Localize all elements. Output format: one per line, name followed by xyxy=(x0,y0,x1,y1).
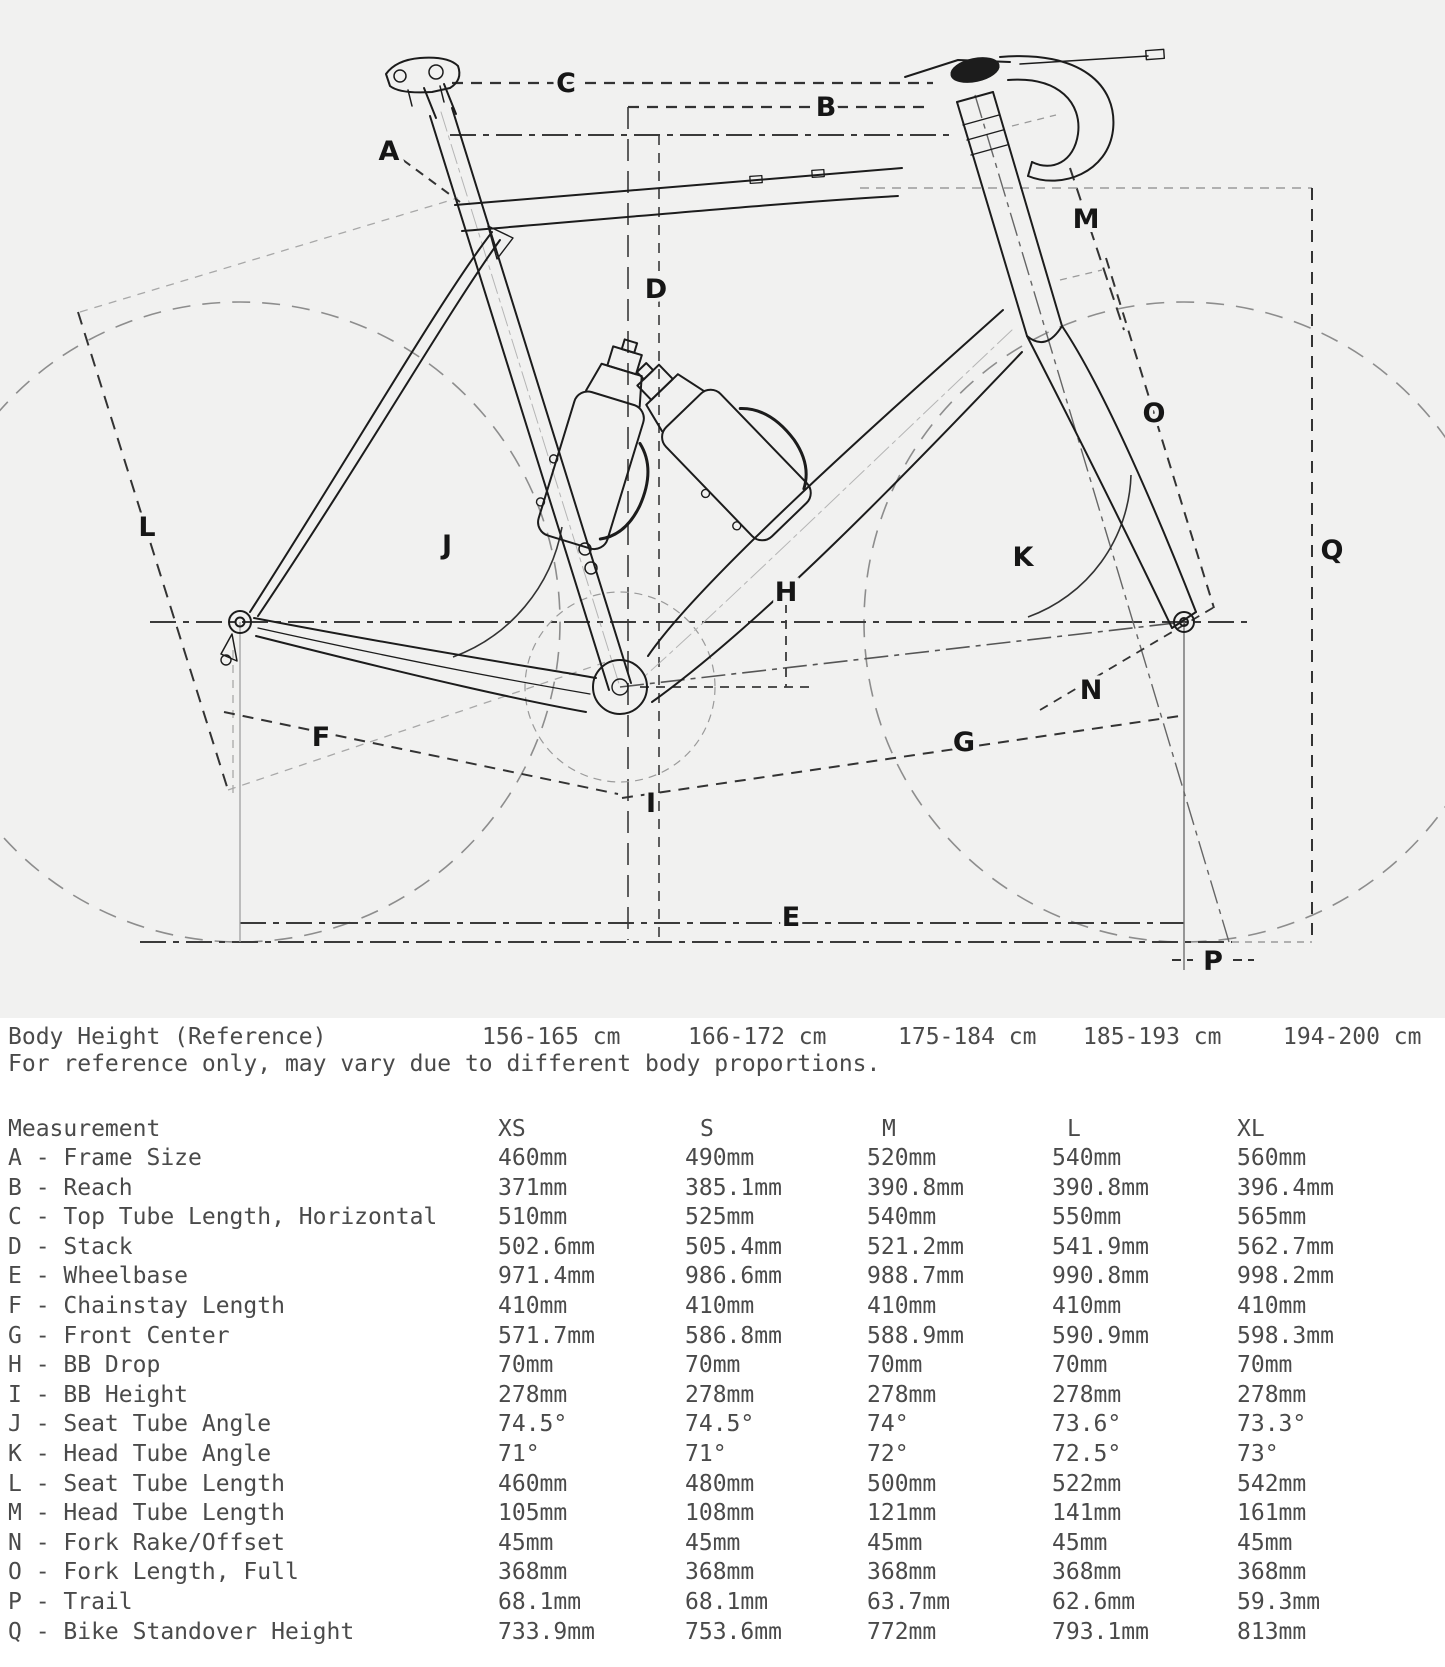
measurement-value: 733.9mm xyxy=(498,1618,595,1645)
table-row xyxy=(0,1143,1445,1173)
size-header-s: S xyxy=(700,1116,714,1142)
diagram-letter-q: Q xyxy=(1320,535,1344,566)
frame-outline xyxy=(221,49,1196,714)
measurement-value: 72.5° xyxy=(1052,1441,1122,1467)
measurement-value: 541.9mm xyxy=(1052,1233,1149,1260)
measurement-label: H - BB Drop xyxy=(8,1352,161,1379)
measurement-value: 72° xyxy=(867,1441,909,1467)
measurement-value: 410mm xyxy=(498,1293,568,1319)
measurement-value: 278mm xyxy=(1237,1381,1307,1408)
measurement-value: 396.4mm xyxy=(1237,1174,1334,1201)
body-height-range: 185-193 cm xyxy=(1083,1024,1222,1050)
body-height-range: 175-184 cm xyxy=(898,1024,1037,1050)
table-row xyxy=(0,1439,1445,1469)
diagram-letter-j: J xyxy=(441,530,453,561)
measurement-value: 505.4mm xyxy=(685,1233,782,1260)
measurement-label: K - Head Tube Angle xyxy=(8,1441,272,1467)
measurement-label: C - Top Tube Length, Horizontal xyxy=(8,1204,438,1231)
measurement-value: 74.5° xyxy=(685,1411,755,1438)
measurement-label: I - BB Height xyxy=(8,1381,189,1408)
measurement-value: 368mm xyxy=(1237,1559,1307,1586)
body-height-range: 166-172 cm xyxy=(688,1024,827,1050)
diagram-letter-b: B xyxy=(815,92,837,123)
measurement-value: 73.3° xyxy=(1237,1411,1307,1438)
table-row xyxy=(0,1528,1445,1558)
diagram-letter-e: E xyxy=(781,902,801,933)
diagram-letter-i: I xyxy=(645,788,657,819)
measurement-label: F - Chainstay Length xyxy=(8,1293,285,1319)
measurement-value: 278mm xyxy=(498,1381,568,1408)
table-row xyxy=(0,1173,1445,1203)
measurement-value: 502.6mm xyxy=(498,1233,595,1260)
measurement-value: 371mm xyxy=(498,1174,568,1201)
measurement-label: J - Seat Tube Angle xyxy=(8,1411,272,1438)
body-height-range: 194-200 cm xyxy=(1283,1024,1422,1050)
table-row xyxy=(0,1498,1445,1528)
body-height-range: 156-165 cm xyxy=(482,1024,621,1050)
body-height-label: Body Height (Reference) xyxy=(8,1024,327,1050)
measurement-label: L - Seat Tube Length xyxy=(8,1470,285,1497)
measurement-value: 998.2mm xyxy=(1237,1263,1334,1290)
measurement-value: 753.6mm xyxy=(685,1618,782,1645)
measurement-value: 590.9mm xyxy=(1052,1322,1149,1349)
table-row xyxy=(0,1291,1445,1321)
measurement-value: 70mm xyxy=(1052,1352,1108,1379)
measurement-value: 70mm xyxy=(498,1352,554,1379)
measurement-value: 550mm xyxy=(1052,1204,1122,1231)
measurement-value: 278mm xyxy=(1052,1381,1122,1408)
measurement-value: 772mm xyxy=(867,1618,937,1645)
measurement-value: 278mm xyxy=(685,1381,755,1408)
measurement-value: 390.8mm xyxy=(1052,1174,1149,1201)
measurement-value: 385.1mm xyxy=(685,1174,782,1201)
measurement-label: B - Reach xyxy=(8,1174,133,1201)
measurement-value: 45mm xyxy=(1237,1529,1293,1556)
measurement-value: 70mm xyxy=(867,1352,923,1379)
size-header-l: L xyxy=(1067,1116,1081,1142)
table-row xyxy=(0,1587,1445,1617)
measurement-value: 278mm xyxy=(867,1381,937,1408)
table-row xyxy=(0,1380,1445,1410)
measurement-value: 990.8mm xyxy=(1052,1263,1149,1290)
measurement-value: 540mm xyxy=(867,1204,937,1231)
measurement-label: G - Front Center xyxy=(8,1322,230,1349)
measurement-value: 586.8mm xyxy=(685,1322,782,1349)
measurement-label: M - Head Tube Length xyxy=(8,1500,285,1527)
measurement-value: 45mm xyxy=(685,1529,741,1556)
table-row xyxy=(0,1557,1445,1587)
table-row xyxy=(0,1469,1445,1499)
measurement-value: 971.4mm xyxy=(498,1263,595,1290)
measurement-value: 121mm xyxy=(867,1500,937,1527)
diagram-letter-f: F xyxy=(311,722,331,753)
diagram-letter-p: P xyxy=(1203,946,1223,977)
size-header-xl: XL xyxy=(1237,1116,1265,1142)
measurement-value: 68.1mm xyxy=(685,1589,769,1615)
measurement-value: 571.7mm xyxy=(498,1322,595,1349)
measurement-value: 105mm xyxy=(498,1500,568,1527)
size-header-xs: XS xyxy=(498,1116,526,1142)
measurement-value: 560mm xyxy=(1237,1145,1307,1171)
measurement-value: 62.6mm xyxy=(1052,1589,1136,1615)
diagram-letter-m: M xyxy=(1072,204,1100,235)
measurement-value: 565mm xyxy=(1237,1204,1307,1231)
measurement-value: 500mm xyxy=(867,1470,937,1497)
diagram-letter-g: G xyxy=(952,727,976,758)
measurement-value: 588.9mm xyxy=(867,1322,964,1349)
measurement-value: 45mm xyxy=(1052,1529,1108,1556)
measurement-value: 542mm xyxy=(1237,1470,1307,1497)
measurement-value: 525mm xyxy=(685,1204,755,1231)
measurement-value: 71° xyxy=(685,1441,727,1467)
measurement-value: 988.7mm xyxy=(867,1263,964,1290)
table-row xyxy=(0,1261,1445,1291)
measurement-value: 460mm xyxy=(498,1470,568,1497)
diagram-letter-c: C xyxy=(556,68,576,99)
measurement-value: 540mm xyxy=(1052,1145,1122,1171)
measurement-value: 74° xyxy=(867,1411,909,1438)
measurement-label: D - Stack xyxy=(8,1233,133,1260)
measurement-value: 410mm xyxy=(867,1293,937,1319)
measurement-value: 45mm xyxy=(498,1529,554,1556)
measurement-value: 70mm xyxy=(1237,1352,1293,1379)
table-row xyxy=(0,1202,1445,1232)
measurement-label: Q - Bike Standover Height xyxy=(8,1618,355,1645)
measurement-value: 368mm xyxy=(1052,1559,1122,1586)
measurement-value: 108mm xyxy=(685,1500,755,1527)
measurement-label: P - Trail xyxy=(8,1589,133,1615)
table-row xyxy=(0,1617,1445,1647)
measurement-value: 813mm xyxy=(1237,1618,1307,1645)
table-row xyxy=(0,1409,1445,1439)
measurement-value: 522mm xyxy=(1052,1470,1122,1497)
diagram-letter-d: D xyxy=(644,274,668,305)
measurement-header: Measurement xyxy=(8,1116,161,1142)
down-tube-bottle xyxy=(609,326,832,552)
size-header-m: M xyxy=(882,1116,896,1142)
measurement-label: A - Frame Size xyxy=(8,1145,202,1171)
measurement-value: 410mm xyxy=(1237,1293,1307,1319)
diagram-letter-l: L xyxy=(138,512,156,543)
measurement-label: N - Fork Rake/Offset xyxy=(8,1529,285,1556)
measurement-value: 68.1mm xyxy=(498,1589,582,1615)
measurement-value: 490mm xyxy=(685,1145,755,1171)
diagram-letter-a: A xyxy=(378,136,400,167)
measurement-value: 74.5° xyxy=(498,1411,568,1438)
table-row xyxy=(0,1232,1445,1262)
measurement-label: E - Wheelbase xyxy=(8,1263,189,1290)
measurement-value: 141mm xyxy=(1052,1500,1122,1527)
measurement-value: 368mm xyxy=(498,1559,568,1586)
diagram-letter-o: O xyxy=(1142,398,1166,429)
measurement-value: 59.3mm xyxy=(1237,1589,1321,1615)
diagram-letter-k: K xyxy=(1012,542,1034,573)
diagram-letter-n: N xyxy=(1079,675,1103,706)
measurement-value: 793.1mm xyxy=(1052,1618,1149,1645)
seat-tube-bottle xyxy=(528,329,686,559)
table-row xyxy=(0,1350,1445,1380)
measurement-value: 73.6° xyxy=(1052,1411,1122,1438)
measurement-value: 598.3mm xyxy=(1237,1322,1334,1349)
measurement-label: O - Fork Length, Full xyxy=(8,1559,299,1586)
measurement-value: 510mm xyxy=(498,1204,568,1231)
measurement-value: 368mm xyxy=(685,1559,755,1586)
table-header-row xyxy=(0,1114,1445,1144)
measurement-value: 460mm xyxy=(498,1145,568,1171)
measurement-value: 161mm xyxy=(1237,1500,1307,1527)
measurement-value: 410mm xyxy=(1052,1293,1122,1319)
table-row xyxy=(0,1321,1445,1351)
measurement-value: 70mm xyxy=(685,1352,741,1379)
construction-lines xyxy=(78,83,1312,970)
measurement-value: 520mm xyxy=(867,1145,937,1171)
body-height-note: For reference only, may vary due to different body proportions. xyxy=(8,1051,881,1077)
measurement-value: 521.2mm xyxy=(867,1233,964,1260)
measurement-value: 45mm xyxy=(867,1529,923,1556)
measurement-value: 410mm xyxy=(685,1293,755,1319)
measurement-value: 562.7mm xyxy=(1237,1233,1334,1260)
measurement-value: 73° xyxy=(1237,1441,1279,1467)
measurement-value: 71° xyxy=(498,1441,540,1467)
measurement-value: 390.8mm xyxy=(867,1174,964,1201)
measurement-value: 986.6mm xyxy=(685,1263,782,1290)
measurement-value: 63.7mm xyxy=(867,1589,951,1615)
diagram-letter-h: H xyxy=(774,577,798,608)
measurement-value: 480mm xyxy=(685,1470,755,1497)
body-height-row xyxy=(0,1022,1445,1052)
measurement-value: 368mm xyxy=(867,1559,937,1586)
